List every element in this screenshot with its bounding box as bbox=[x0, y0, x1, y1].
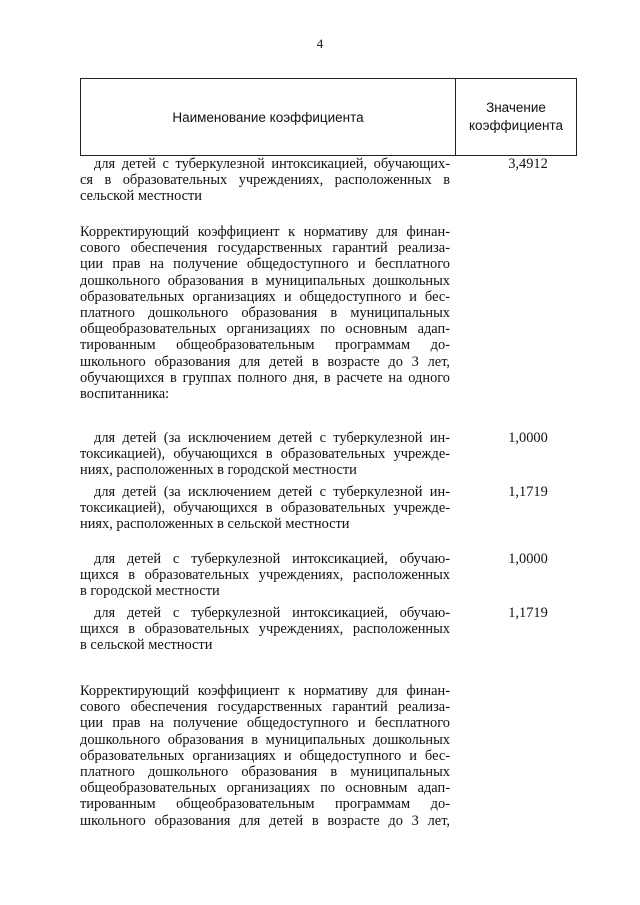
text-line: для детей (за исключением детей с туберкулезной ин- bbox=[94, 484, 450, 500]
text-line: для детей с туберкулезной интоксикацией, обучающих- bbox=[94, 156, 450, 172]
text-line: ниях, расположенных в сельской местности bbox=[80, 516, 350, 533]
row-value: 3,4912 bbox=[508, 156, 548, 172]
text-line: для детей (за исключением детей с туберкулезной ин- bbox=[94, 430, 450, 446]
text-line: платного дошкольного образования в муниципальных bbox=[80, 305, 450, 322]
row-text bbox=[80, 683, 450, 829]
text-line: тированным общеобразовательным программам до- bbox=[80, 337, 450, 354]
text-line: школьного образования для детей в возрасте до 3 лет, bbox=[80, 353, 450, 370]
text-line: ции прав на получение общедоступного и бесплатного bbox=[80, 715, 450, 732]
row-text bbox=[80, 156, 450, 205]
column-header-name: Наименование коэффициента bbox=[81, 79, 456, 155]
page-number: 4 bbox=[316, 36, 324, 51]
text-line: в городской местности bbox=[80, 583, 220, 600]
row-text bbox=[80, 551, 450, 600]
text-line: обучающихся в группах полного дня, в расчете на одного bbox=[80, 369, 450, 386]
text-line: сельской местности bbox=[80, 188, 202, 205]
row-text bbox=[80, 430, 450, 479]
text-line: воспитанника: bbox=[80, 386, 170, 403]
row-text bbox=[80, 605, 450, 654]
column-header-value-line1: Значение bbox=[486, 100, 546, 115]
row-value: 1,1719 bbox=[508, 484, 548, 500]
text-line: образовательных организациях и общедоступного и бес- bbox=[80, 747, 450, 764]
text-line: общеобразовательных организациях по основным адап- bbox=[80, 780, 450, 797]
text-line: сового обеспечения государственных гарантий реализа- bbox=[80, 240, 450, 257]
text-line: образовательных организациях и общедоступного и бес- bbox=[80, 288, 450, 305]
text-line: щихся в образовательных учреждениях, расположенных bbox=[80, 621, 450, 638]
text-line: общеобразовательных организациях по основным адап- bbox=[80, 321, 450, 338]
row-value: 1,1719 bbox=[508, 605, 548, 621]
text-line: токсикацией), обучающихся в образовательных учрежде- bbox=[80, 446, 450, 463]
text-line: дошкольного образования в муниципальных дошкольных bbox=[80, 272, 450, 289]
text-line: платного дошкольного образования в муниципальных bbox=[80, 764, 450, 781]
text-line: для детей с туберкулезной интоксикацией, обучаю- bbox=[94, 605, 450, 621]
text-line: Корректирующий коэффициент к нормативу для финан- bbox=[80, 224, 450, 240]
text-line: сового обеспечения государственных гарантий реализа- bbox=[80, 699, 450, 716]
text-line: щихся в образовательных учреждениях, расположенных bbox=[80, 567, 450, 584]
text-line: школьного образования для детей в возрасте до 3 лет, bbox=[80, 812, 450, 829]
text-line: тированным общеобразовательным программам до- bbox=[80, 796, 450, 813]
text-line: токсикацией), обучающихся в образовательных учрежде- bbox=[80, 500, 450, 517]
text-line: ции прав на получение общедоступного и бесплатного bbox=[80, 256, 450, 273]
row-value: 1,0000 bbox=[508, 430, 548, 446]
text-line: в сельской местности bbox=[80, 637, 213, 654]
text-line: ниях, расположенных в городской местности bbox=[80, 462, 357, 479]
row-text bbox=[80, 224, 450, 402]
column-header-value-line2: коэффициента bbox=[469, 118, 563, 133]
row-value: 1,0000 bbox=[508, 551, 548, 567]
text-line: дошкольного образования в муниципальных дошкольных bbox=[80, 731, 450, 748]
row-text bbox=[80, 484, 450, 533]
text-line: ся в образовательных учреждениях, расположенных в bbox=[80, 172, 450, 189]
text-line: для детей с туберкулезной интоксикацией, обучаю- bbox=[94, 551, 450, 567]
text-line: Корректирующий коэффициент к нормативу для финан- bbox=[80, 683, 450, 699]
